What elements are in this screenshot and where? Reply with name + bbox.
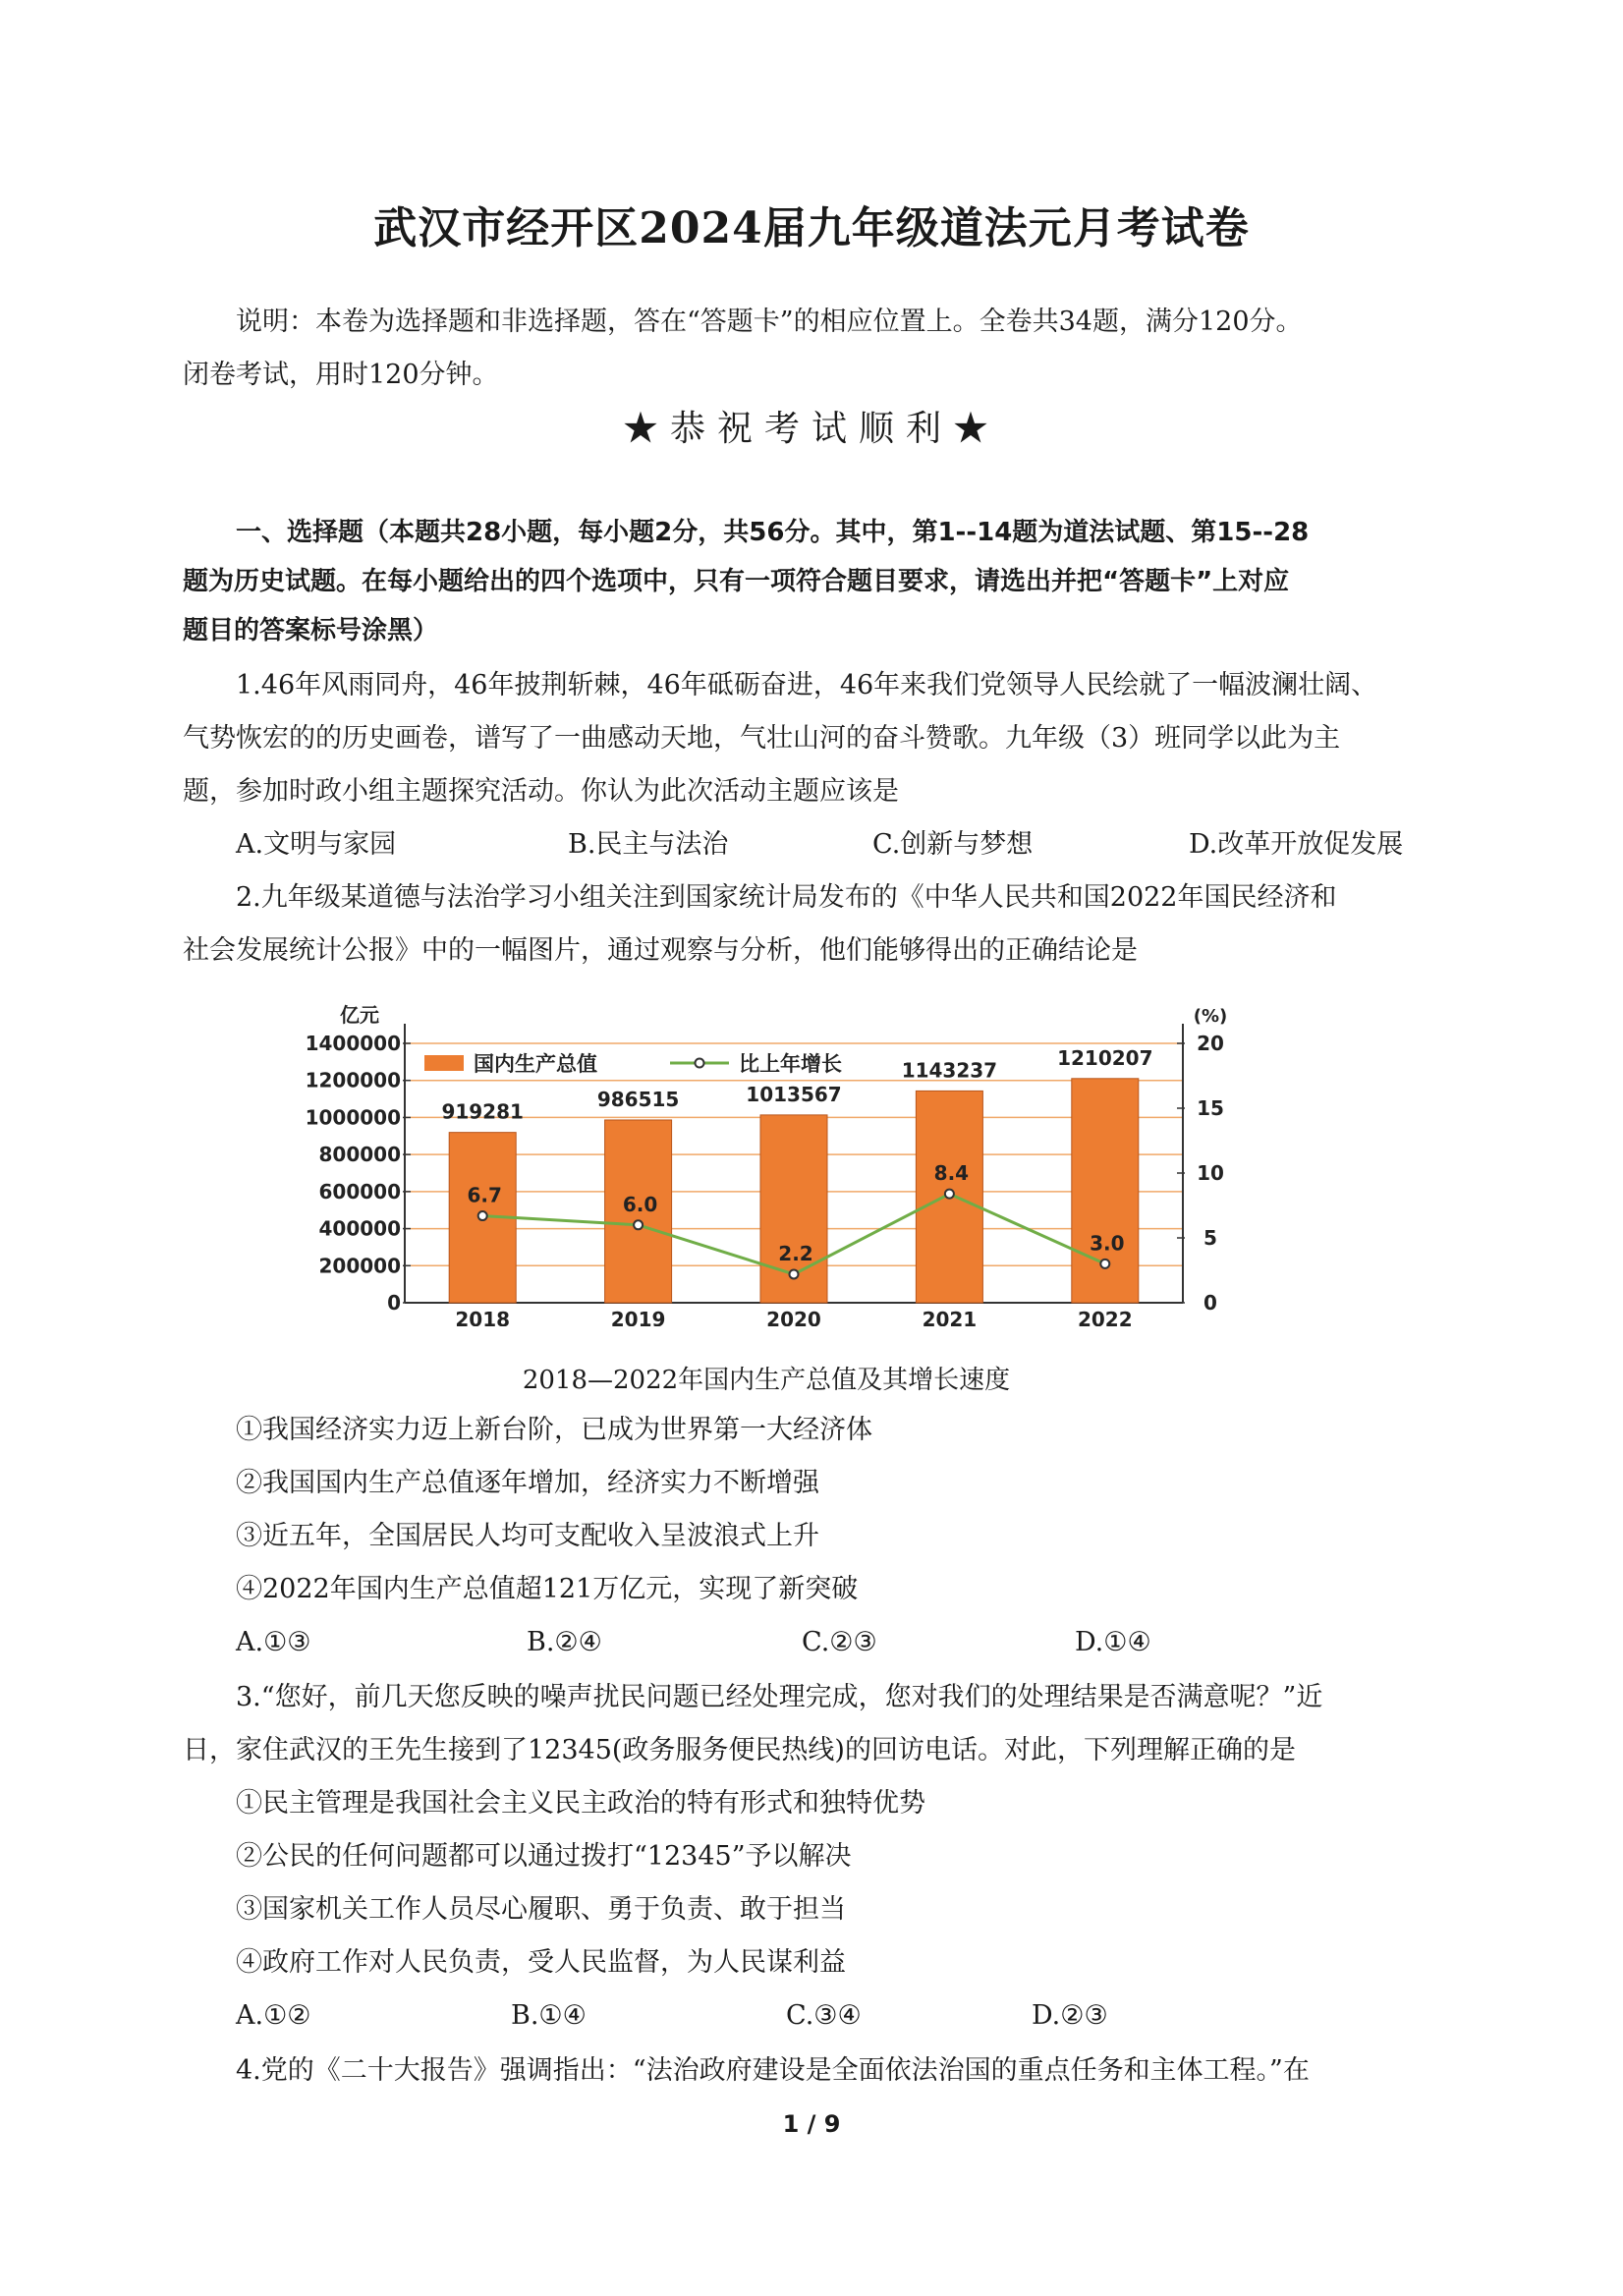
q2-line1: 2.九年级某道德与法治学习小组关注到国家统计局发布的《中华人民共和国2022年国民经济和 [236, 882, 1337, 913]
growth-point [790, 1269, 799, 1278]
x-tick-label: 2018 [455, 1308, 511, 1326]
q3-statement-4: ④政府工作对人民负责，受人民监督，为人民谋利益 [236, 1947, 846, 1978]
y-left-tick-label: 1200000 [305, 1068, 401, 1092]
x-tick-label: 2019 [610, 1308, 666, 1326]
q1-option-d: D.改革开放促发展 [1189, 829, 1404, 860]
q1-line2: 气势恢宏的的历史画卷，谱写了一曲感动天地，气壮山河的奋斗赞歌。九年级（3）班同学以此为主 [183, 723, 1341, 754]
growth-data-label: 6.0 [622, 1192, 658, 1216]
q3-option-c: C.③④ [786, 2000, 862, 2031]
q3-statement-2: ②公民的任何问题都可以通过拨打“12345”予以解决 [236, 1841, 852, 1872]
growth-point [478, 1211, 487, 1220]
gdp-chart [295, 992, 1238, 1326]
q1-option-a: A.文明与家园 [236, 829, 397, 860]
y-left-tick-label: 1000000 [305, 1105, 401, 1130]
q2-option-d: D.①④ [1075, 1627, 1151, 1657]
exam-note-line1: 说明：本卷为选择题和非选择题，答在“答题卡”的相应位置上。全卷共34题，满分120分。 [236, 307, 1303, 337]
x-tick-label: 2021 [922, 1308, 978, 1326]
q3-option-d: D.②③ [1032, 2000, 1108, 2031]
growth-point [945, 1190, 954, 1199]
q4-line1: 4.党的《二十大报告》强调指出：“法治政府建设是全面依法治国的重点任务和主体工程。”在 [236, 2055, 1310, 2086]
legend-swatch-gdp [424, 1055, 464, 1071]
q3-option-b: B.①④ [511, 2000, 587, 2031]
q2-statement-4: ④2022年国内生产总值超121万亿元，实现了新突破 [236, 1574, 859, 1604]
q1-option-c: C.创新与梦想 [872, 829, 1034, 860]
x-tick-label: 2020 [766, 1308, 821, 1326]
section1-line3: 题目的答案标号涂黑） [183, 616, 439, 645]
section1-line1: 一、选择题（本题共28小题，每小题2分，共56分。其中，第1--14题为道法试题、第15--28 [236, 518, 1310, 547]
bar-data-label: 1143237 [901, 1058, 998, 1083]
y-left-tick-label: 200000 [318, 1254, 401, 1278]
y-left-tick-label: 800000 [318, 1143, 401, 1167]
q1-line1: 1.46年风雨同舟，46年披荆斩棘，46年砥砺奋进，46年来我们党领导人民绘就了一幅波澜壮阔、 [236, 670, 1378, 700]
q3-statement-1: ①民主管理是我国社会主义民主政治的特有形式和独特优势 [236, 1788, 925, 1819]
q1-line3: 题，参加时政小组主题探究活动。你认为此次活动主题应该是 [183, 776, 899, 807]
y-right-tick-label: 0 [1203, 1291, 1217, 1315]
q3-statement-3: ③国家机关工作人员尽心履职、勇于负责、敢于担当 [236, 1894, 846, 1925]
bar-data-label: 919281 [441, 1099, 524, 1124]
y-left-tick-label: 1400000 [305, 1032, 401, 1055]
q2-statement-1: ①我国经济实力迈上新台阶，已成为世界第一大经济体 [236, 1415, 872, 1445]
bar-data-label: 1013567 [746, 1082, 842, 1106]
y-left-tick-label: 400000 [318, 1216, 401, 1241]
y-right-tick-label: 5 [1203, 1226, 1217, 1250]
y-right-tick-label: 15 [1197, 1096, 1224, 1120]
bar-data-label: 1210207 [1057, 1045, 1153, 1070]
y-left-axis-label: 亿元 [340, 1003, 379, 1027]
y-right-axis-label: (%) [1193, 1006, 1228, 1027]
growth-point [1100, 1260, 1109, 1268]
q2-option-a: A.①③ [236, 1627, 311, 1657]
exam-wish: ★恭祝考试顺利★ [622, 409, 1000, 449]
growth-data-label: 6.7 [467, 1183, 502, 1207]
growth-data-label: 3.0 [1090, 1231, 1125, 1256]
section1-line2: 题为历史试题。在每小题给出的四个选项中，只有一项符合题目要求，请选出并把“答题卡”上对应 [183, 567, 1290, 596]
growth-data-label: 2.2 [778, 1241, 813, 1265]
y-left-tick-label: 600000 [318, 1179, 401, 1204]
y-left-tick-label: 0 [387, 1291, 401, 1315]
growth-point [634, 1220, 643, 1229]
q3-line1: 3.“您好，前几天您反映的噪声扰民问题已经处理完成，您对我们的处理结果是否满意呢？”近 [236, 1682, 1323, 1712]
legend-marker-growth [696, 1059, 704, 1068]
q3-line2: 日，家住武汉的王先生接到了12345(政务服务便民热线)的回访电话。对此，下列理解正确的是 [183, 1735, 1296, 1765]
exam-note-line2: 闭卷考试，用时120分钟。 [183, 360, 499, 390]
q3-option-a: A.①② [236, 2000, 311, 2031]
q1-option-b: B.民主与法治 [568, 829, 729, 860]
q2-option-c: C.②③ [802, 1627, 877, 1657]
q2-option-b: B.②④ [527, 1627, 602, 1657]
q2-statement-2: ②我国国内生产总值逐年增加，经济实力不断增强 [236, 1468, 819, 1498]
x-tick-label: 2022 [1077, 1308, 1133, 1326]
page-number: 1 / 9 [782, 2110, 841, 2138]
q2-statement-3: ③近五年，全国居民人均可支配收入呈波浪式上升 [236, 1521, 819, 1551]
exam-title: 武汉市经开区2024届九年级道法元月考试卷 [373, 203, 1250, 253]
growth-data-label: 8.4 [933, 1161, 970, 1186]
chart-caption: 2018—2022年国内生产总值及其增长速度 [522, 1366, 1011, 1395]
y-right-tick-label: 20 [1197, 1032, 1224, 1055]
q2-line2: 社会发展统计公报》中的一幅图片，通过观察与分析，他们能够得出的正确结论是 [183, 935, 1138, 966]
legend-label-growth: 比上年增长 [739, 1052, 842, 1076]
legend-label-gdp: 国内生产总值 [474, 1052, 597, 1076]
y-right-tick-label: 10 [1197, 1161, 1224, 1185]
bar-data-label: 986515 [596, 1087, 680, 1111]
